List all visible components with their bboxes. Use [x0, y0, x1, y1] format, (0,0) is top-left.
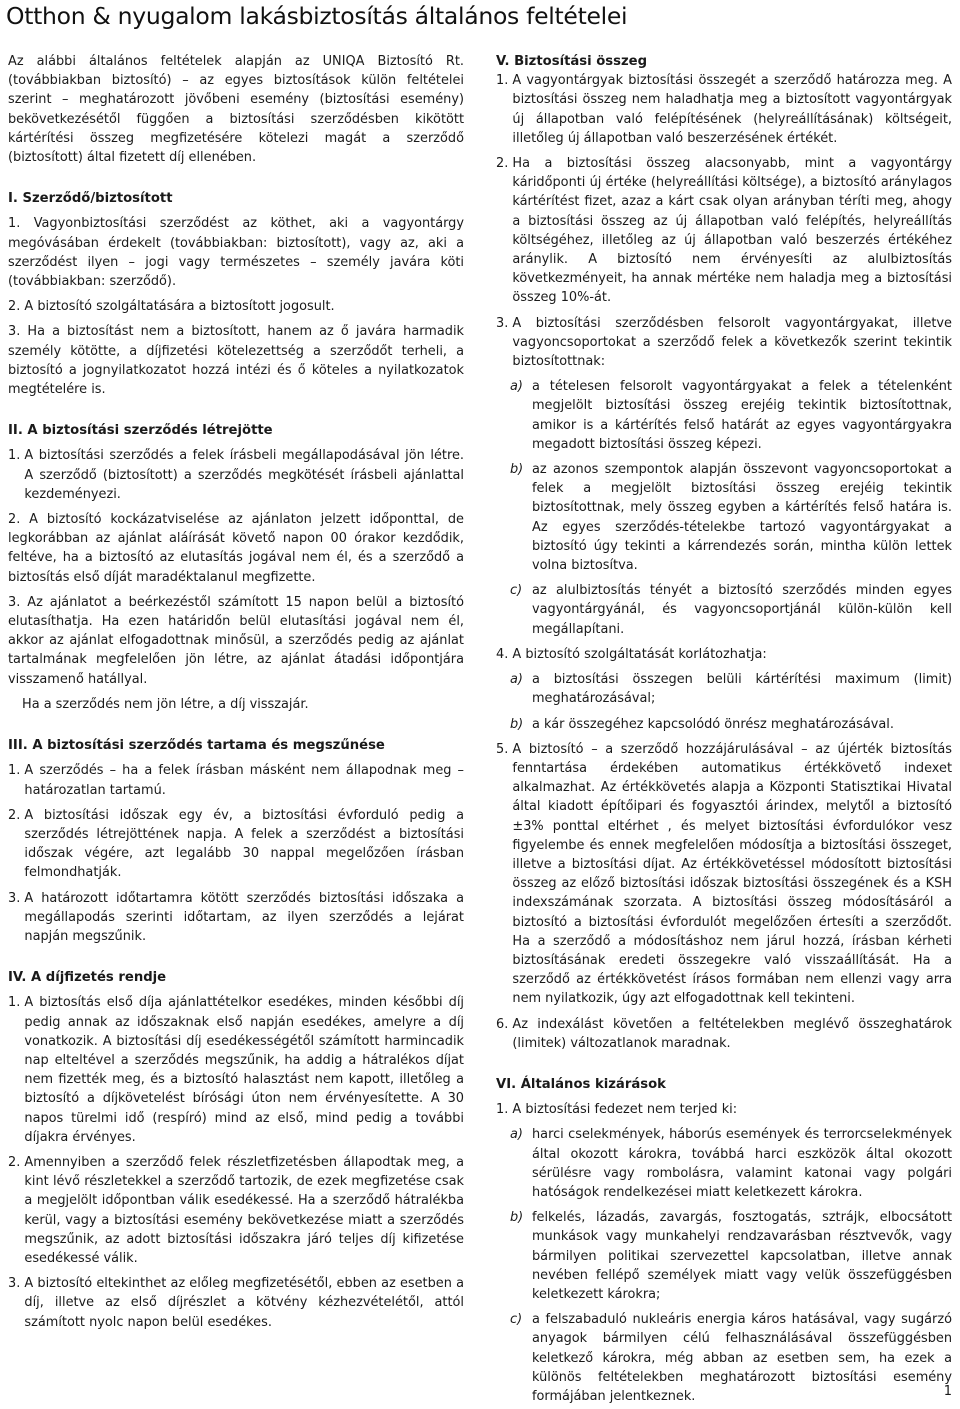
s5-item-4: 4. A biztosító szolgáltatását korlátozhatja:	[496, 646, 767, 662]
s4-item-3: 3. A biztosító eltekinthet az előleg megfizetésétől, ebben az esetben a díj, illetve az első díjrészlet a kötvény kézhezvételétől, attól számított nyolc napon belül esedékes.	[8, 1276, 464, 1330]
s6-sub-b: b) felkelés, lázadás, zavargás, fosztogatás, sztrájk, elbocsátott munkások vagy munkahelyi rendzavarásban résztvevők, vagy bármilyen politikai szervezettel kapcsolatban, illetve annak nevében fellépő személyek miatt vagy velük összefüggésben keletkezett károkra;	[510, 1210, 952, 1302]
s3-item-2: 2. A biztosítási időszak egy év, a biztosítási évforduló pedig a szerződés létrejöttének napja. A felek a szerződést a biztosítási időszak végére, azt legalább 30 nappal megelőzően írásban felmondhatják.	[8, 807, 464, 881]
section-heading-5: V. Biztosítási összeg	[496, 54, 648, 69]
s5-item-1: 1. A vagyontárgyak biztosítási összegét a szerződő határozza meg. A biztosítási összeg nem haladhatja meg a biztosított vagyontárgyak új állapotban való felépítésének (helyreállításának) költségeit, illetőleg új állapotban való beszerzésének értékét.	[496, 73, 952, 146]
s2-item-1: 1. A biztosítási szerződés a felek írásbeli megállapodásával jön létre. A szerződő (biztosított) a szerződés megkötését írásbeli ajánlattal kezdeményezi.	[8, 448, 464, 502]
s5-item-3: 3. A biztosítási szerződésben felsorolt vagyontárgyakat, illetve vagyoncsoportokat a szerződő felek a következők szerint tekintik biztosítottnak:	[496, 315, 952, 370]
section-heading-1: I. Szerződő/biztosított	[8, 191, 173, 207]
s4-item-1: 1. A biztosítás első díja ajánlattételkor esedékes, minden későbbi díj pedig annak az időszaknak első napján esedékes, amelyre a díj vonatkozik. A biztosítási díj esedékességétől számított harmincadik nap elteltével a szerződés megszűnik, ha addig a hátralékos díjat nem fizették meg, és a biztosító halasztást nem kapott, illetőleg a biztosító a díjkövetelést bírósági úton nem érvényesítette. A 30 napos türelmi idő (respíró) mind az első, mind pedig a további díjakra érvényes.	[8, 995, 464, 1145]
s3-item-3: 3. A határozott időtartamra kötött szerződés biztosítási időszaka a megállapodás szerinti időtartam, az ilyen szerződés a lejárat napján megszűnik.	[8, 890, 464, 944]
section-heading-3: III. A biztosítási szerződés tartama és megszűnése	[8, 738, 385, 754]
s6-item-1: 1. A biztosítási fedezet nem terjed ki:	[496, 1102, 738, 1118]
page-number: 1	[943, 1384, 952, 1399]
intro-paragraph: Az alábbi általános feltételek alapján az UNIQA Biztosító Rt. (továbbiakban biztosító) – az egyes biztosítások külön feltételei szerint – meghatározott jövőbeni esemény (biztosítási esemény) bekövetkezésétől függően a biztosítási szerződésben kikötött kártérítési összeg megfizetésére kötelezi magát a szerződő (biztosított) által fizetett díj ellenében.	[8, 54, 464, 166]
s5-item-3-sub-c: c) az alulbiztosítás tényét a biztosító szerződés minden egyes vagyontárgyánál, és vagyoncsoportjánál külön-külön kell megállapítani.	[510, 583, 952, 637]
left-column	[8, 52, 464, 1332]
right-column	[496, 52, 952, 1406]
section-heading-2: II. A biztosítási szerződés létrejötte	[8, 423, 273, 439]
s6-sub-a: a) harci cselekmények, háborús események és terrorcselekmények által okozott károkra, továbbá harci eszközök által okozott sérülésre vagy rombolásra, valamint katonai vagy polgári hatóságok rendelkezései miatt keletkezett károkra.	[510, 1127, 952, 1200]
s5-item-4-sub-a: a) a biztosítási összegen belüli kártérítési maximum (limit) meghatározásával;	[510, 672, 952, 707]
s2-extra: Ha a szerződés nem jön létre, a díj visszajár.	[22, 696, 309, 712]
s5-item-4-sub-b: b) a kár összegéhez kapcsolódó önrész meghatározásával.	[510, 716, 894, 732]
s1-item-1: 1. Vagyonbiztosítási szerződést az köthet, aki a vagyontárgy megóvásában érdekelt (továbbiakban: biztosított), vagy az, aki a szerződést ilyen – jogi vagy természetes – személy javára köti (továbbiakban: szerződő).	[8, 216, 464, 290]
s5-item-6: 6. Az indexálást követően a feltételekben meglévő összeghatárok (limitek) változatlanok maradnak.	[496, 1016, 952, 1051]
s5-item-3-sub-a: a) a tételesen felsorolt vagyontárgyakat a felek a tételenként megjelölt biztosítási összeg erejéig tekintik biztosítottnak, amikor is a kártérítés felső határát az egyes vagyontárgyakra megadott biztosítási összeg képezi.	[510, 379, 952, 452]
s1-item-3: 3. Ha a biztosítást nem a biztosított, hanem az ő javára harmadik személy kötötte, a díjfizetési kötelezettség a szerződőt terheli, a biztosító a jognyilatkozatot hozzá intézi és ő köteles a nyilatkozatok megtételére is.	[8, 324, 464, 398]
s2-item-2: 2. A biztosító kockázatviselése az ajánlaton jelzett időponttal, de legkorábban az ajánlat aláírását követő napon 00 órakor kezdődik, feltéve, ha a biztosító az elutasítás jogával nem él, és a szerződő a biztosítás első díját maradéktalanul megfizette.	[8, 512, 464, 585]
s3-item-1: 1. A szerződés – ha a felek írásban másként nem állapodnak meg – határozatlan tartamú.	[8, 763, 464, 798]
s1-item-2: 2. A biztosító szolgáltatására a biztosított jogosult.	[8, 299, 335, 315]
s4-item-2: 2. Amennyiben a szerződő felek részletfizetésben állapodtak meg, a kint lévő részletekkel a szerződő tartozik, de ezek megfizetése csak a megjelölt időpontban válik esedékessé. Ha a szerződő hátralékba kerül, vagy a biztosítási esemény bekövetkezése miatt a szerződés megszűnik, az adott biztosítási időszakra járó teljes díj kifizetése esedékessé válik.	[8, 1154, 464, 1266]
s6-sub-c: c) a felszabaduló nukleáris energia káros hatásával, vagy sugárzó anyagok bármilyen célú felhasználásával összefüggésben keletkező károkra, még abban az esetben sem, ha ezek a különös feltételekben meghatározott biztosítási esemény formájában jelentkeznek.	[510, 1312, 952, 1404]
section-heading-6: VI. Általános kizárások	[496, 1076, 666, 1092]
s5-item-5: 5. A biztosító – a szerződő hozzájárulásával – az újérték biztosítás fenntartása érdekében automatikus értékkövető indexet alkalmazhat. Az értékkövetés alapja a Központi Statisztikai Hivatal által kiadott építőipari és fogyasztói árindex, melytől a biztosító ±3% ponttal eltérhet , és melyet biztosítási évfordulókor vesz figyelembe és ennek megfelelően módosítja a biztosítási összeget, illetve a biztosítási díjat. Az értékkövetéssel módosított biztosítási összeg az előző biztosítási időszak biztosítási összegének és a KSH indexszámának szorzata. A biztosítási összeg módosításáról a biztosító a biztosítási évfordulót megelőzően értesíti a szerződőt. Ha a szerződő a módosításhoz nem járul hozzá, írásban kérheti biztosításának eredeti összegekre való visszaállítását. Ha a szerződő az értékkövetést írásos formában nem ellenzi vagy arra nem nyilatkozik, úgy azt elfogadottnak kell tekinteni.	[496, 741, 952, 1007]
s5-item-3-sub-b: b) az azonos szempontok alapján összevont vagyoncsoportokat a felek a megjelölt biztosítási összeg erejéig tekintik biztosítottnak, mely összeg egyben a kártérítés felső határa is. Az egyes szerződés-tételekbe tartozó vagyontárgyakat a biztosító úgy tekinti a kárrendezés során, mintha külön lettek volna biztosítva.	[510, 462, 952, 574]
page-title: Otthon & nyugalom lakásbiztosítás általános feltételei	[6, 2, 628, 30]
s2-item-3: 3. Az ajánlatot a beérkezéstől számított 15 napon belül a biztosító elutasíthatja. Ha ezen határidőn belül elutasítási jogával nem él, akkor az ajánlat elfogadottnak minősül, a szerződés pedig az ajánlat tartalmának megfelelően jön létre, az ajánlat átadási időpontjára visszamenő hatállyal.	[8, 594, 464, 687]
s5-item-2: 2. Ha a biztosítási összeg alacsonyabb, mint a vagyontárgy káridőponti új értéke (helyreállítási költsége), a biztosító aránylagos kártérítést fizet, azaz a kárt csak olyan arányban téríti meg, ahogy a biztosítási összeg az új állapotban való felépítés, helyreállítás költségéhez, illetőleg az új állapotban való beszerzés értékéhez aránylik. A biztosító nem érvényesíti az alulbiztosítás következményeit, ha annak mértéke nem haladja meg a biztosítási összeg 10%-át.	[496, 156, 952, 306]
section-heading-4: IV. A díjfizetés rendje	[8, 970, 167, 986]
